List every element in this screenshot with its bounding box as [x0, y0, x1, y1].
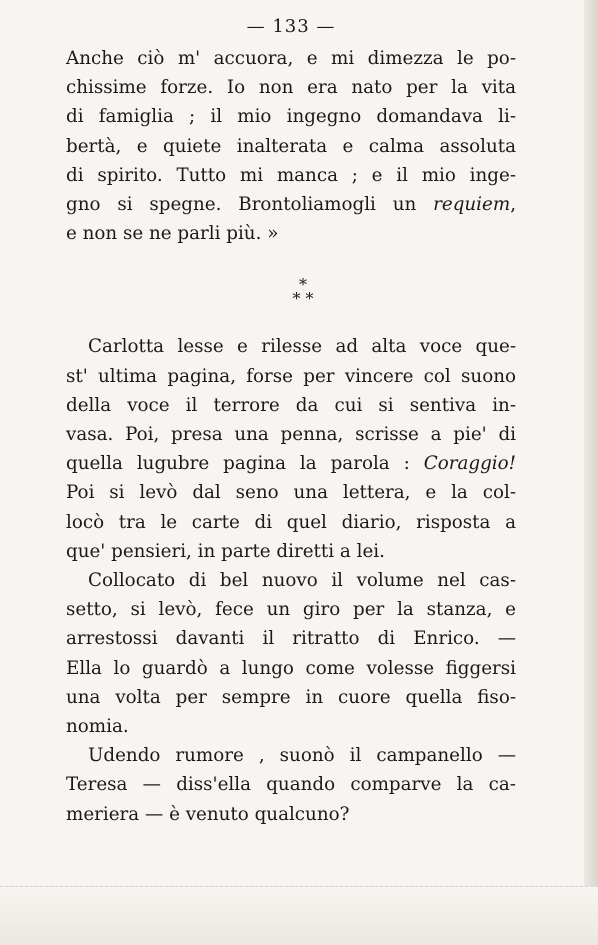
- asterism-bottom: * *: [292, 289, 314, 309]
- text-line: Poi si levò dal seno una lettera, e la col-: [66, 482, 516, 504]
- page-bottom-margin: [0, 886, 598, 945]
- page-number: — 133 —: [246, 16, 336, 37]
- text-line: meriera — è venuto qualcuno?: [66, 803, 350, 825]
- text-line: Ella lo guardò a lungo come volesse figgersi: [66, 657, 516, 679]
- text-line: Teresa — diss'ella quando comparve la ca-: [66, 774, 516, 796]
- text-line: quella lugubre pagina la parola : Coraggio!: [66, 453, 516, 475]
- text-line: di famiglia ; il mio ingegno domandava li-: [66, 106, 516, 128]
- text-line: que' pensieri, in parte diretti a lei.: [66, 540, 385, 562]
- paragraph-bell: [66, 741, 516, 829]
- paragraph-portrait: [66, 566, 516, 741]
- section-break-asterism: [66, 275, 516, 309]
- text-line: st' ultima pagina, forse per vincere col suono: [66, 365, 516, 387]
- text-line: nomia.: [66, 716, 129, 738]
- asterism-top: *: [299, 275, 307, 295]
- text-line: locò tra le carte di quel diario, risposta a: [66, 511, 516, 533]
- page-text-block: [66, 12, 516, 829]
- text-line: della voce il terrore da cui si sentiva in-: [66, 394, 516, 416]
- text-line: arrestossi davanti il ritratto di Enrico. —: [66, 628, 516, 650]
- text-line: Udendo rumore , suonò il campanello —: [88, 745, 516, 767]
- text-line: bertà, e quiete inalterata e calma assoluta: [66, 135, 516, 157]
- text-line: gno si spegne. Brontoliamogli un requiem,: [66, 194, 516, 216]
- text-line: setto, si levò, fece un giro per la stanza, e: [66, 599, 516, 621]
- text-line: e non se ne parli più. »: [66, 223, 279, 245]
- paragraph-closing-diary-entry: [66, 44, 516, 248]
- page-edge-shadow: [584, 0, 598, 945]
- text-line: vasa. Poi, presa una penna, scrisse a pie' di: [66, 424, 516, 446]
- text-line: di spirito. Tutto mi manca ; e il mio inge-: [66, 164, 516, 186]
- text-line: Collocato di bel nuovo il volume nel cas-: [88, 570, 516, 592]
- paragraph-carlotta-reads: [66, 332, 516, 566]
- italic-word: requiem: [433, 194, 511, 216]
- italic-word: Coraggio!: [423, 453, 516, 475]
- text-line: Carlotta lesse e rilesse ad alta voce que-: [88, 336, 516, 358]
- text-line: una volta per sempre in cuore quella fiso-: [66, 686, 516, 708]
- text-line: Anche ciò m' accuora, e mi dimezza le po-: [66, 48, 516, 69]
- text-line: chissime forze. Io non era nato per la vita: [66, 77, 516, 99]
